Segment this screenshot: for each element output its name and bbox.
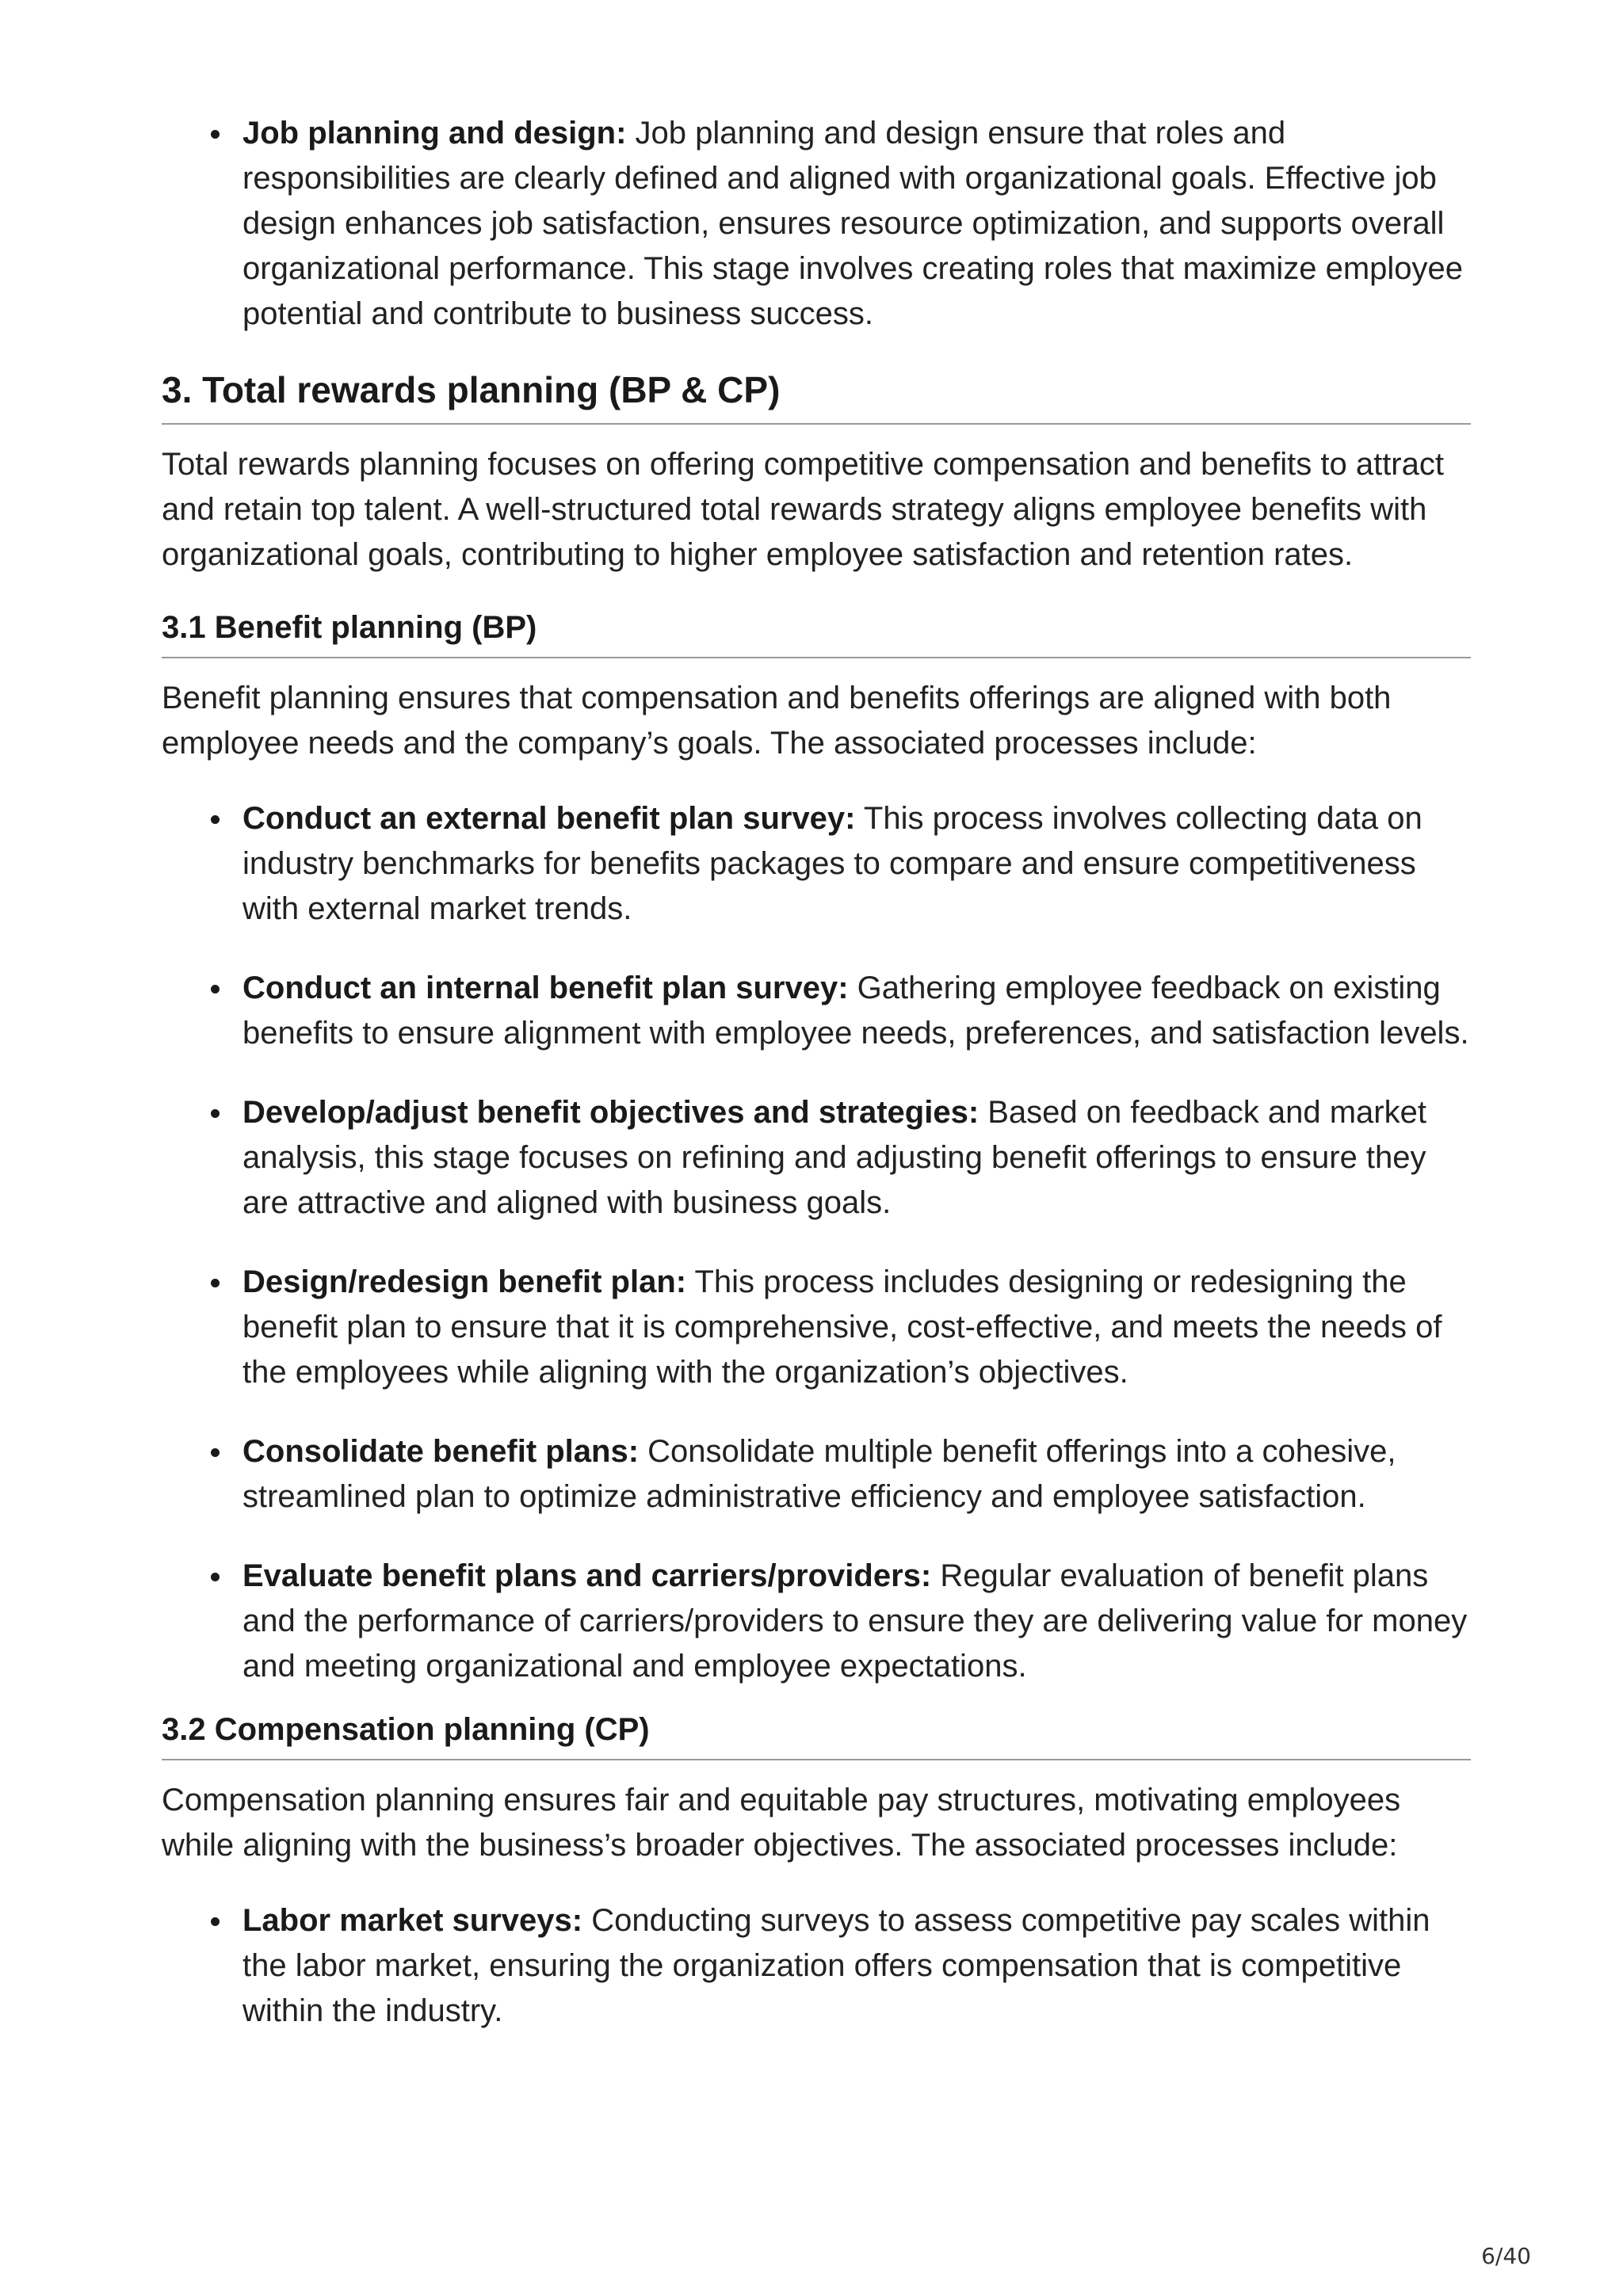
benefit-planning-list — [162, 796, 1471, 1689]
list-item-text: Based on feedback and market analysis, this stage focuses on refining and adjusting benefit offerings to ensure they are attractive and aligned with business goals. — [242, 1095, 1426, 1220]
list-item — [162, 1090, 1471, 1226]
subsection-intro-benefit-planning: Benefit planning ensures that compensation and benefits offerings are aligned with both employee needs and the company’s goals. The associated processes include: — [162, 681, 1392, 761]
list-item — [162, 1429, 1471, 1520]
list-item-text: This process involves collecting data on industry benchmarks for benefits packages to compare and ensure competitiveness with external market trends. — [242, 801, 1423, 926]
list-item — [162, 111, 1471, 337]
list-item-text: Conducting surveys to assess competitive pay scales within the labor market, ensuring the organization offers compensation that is competitive within the industry. — [242, 1903, 1430, 2028]
list-item-text: Gathering employee feedback on existing benefits to ensure alignment with employee needs, preferences, and satisfaction levels. — [242, 971, 1469, 1051]
subsection-heading-benefit-planning: 3.1 Benefit planning (BP) — [162, 608, 1471, 658]
list-item-term: Design/redesign benefit plan: — [242, 1264, 687, 1299]
list-item-text: Job planning and design ensure that roles and responsibilities are clearly defined and aligned with organizational goals. Effective job design enhances job satisfaction, ensures resource optimization, and supports overall organizational performance. This stage involves creating roles that maximize employee potential and contribute to business success. — [242, 116, 1464, 331]
list-item-text: Regular evaluation of benefit plans and the performance of carriers/providers to ensure they are delivering value for money and meeting organizational and employee expectations. — [242, 1558, 1468, 1684]
list-item-term: Labor market surveys: — [242, 1903, 583, 1938]
list-item-term: Consolidate benefit plans: — [242, 1434, 640, 1469]
list-item-term: Develop/adjust benefit objectives and strategies: — [242, 1095, 980, 1130]
list-item-term: Conduct an external benefit plan survey: — [242, 801, 856, 836]
list-item-text: Consolidate multiple benefit offerings into a cohesive, streamlined plan to optimize administrative efficiency and employee satisfaction. — [242, 1434, 1396, 1514]
section-intro-total-rewards: Total rewards planning focuses on offering competitive compensation and benefits to attract and retain top talent. A well-structured total rewards strategy aligns employee benefits with organizational goals, contributing to higher employee satisfaction and retention rates. — [162, 447, 1444, 572]
list-item — [162, 1260, 1471, 1395]
list-item-term: Evaluate benefit plans and carriers/providers: — [242, 1558, 932, 1593]
list-item-term: Conduct an internal benefit plan survey: — [242, 971, 849, 1005]
list-item — [162, 796, 1471, 932]
page-content — [162, 111, 1471, 2068]
list-item-term: Job planning and design: — [242, 116, 627, 151]
list-item — [162, 966, 1471, 1056]
list-item — [162, 1554, 1471, 1689]
list-item-text: This process includes designing or redesigning the benefit plan to ensure that it is comprehensive, cost-effective, and meets the needs of the employees while aligning with the organization’s objectives. — [242, 1264, 1442, 1390]
subsection-heading-compensation-planning: 3.2 Compensation planning (CP) — [162, 1710, 1471, 1760]
section-heading-total-rewards: 3. Total rewards planning (BP & CP) — [162, 368, 1471, 425]
compensation-planning-list — [162, 1898, 1471, 2034]
page-number: 6/40 — [1481, 2243, 1531, 2269]
job-planning-list — [162, 111, 1471, 337]
subsection-intro-compensation-planning: Compensation planning ensures fair and equitable pay structures, motivating employees while aligning with the business’s broader objectives. The associated processes include: — [162, 1783, 1401, 1863]
list-item — [162, 1898, 1471, 2034]
